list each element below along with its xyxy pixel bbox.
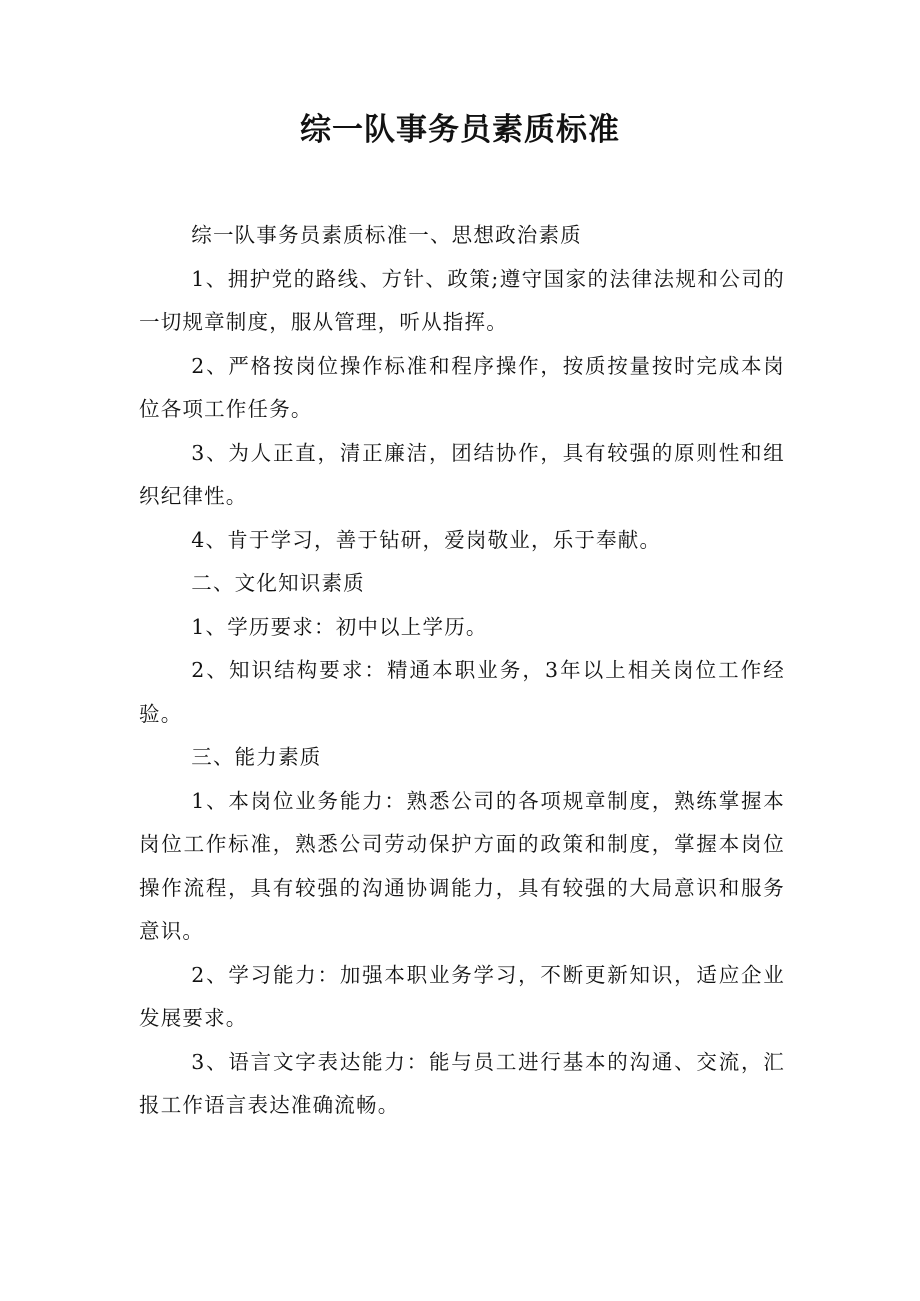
document-body: [139, 214, 785, 1128]
paragraph-section-3-heading: 三、能力素质: [191, 745, 322, 769]
paragraph-section-2-heading: 二、文化知识素质: [191, 571, 365, 595]
paragraph-item: 2、知识结构要求：精通本职业务，3年以上相关岗位工作经验。: [139, 658, 785, 726]
paragraph-item: 3、语言文字表达能力：能与员工进行基本的沟通、交流，汇报工作语言表达准确流畅。: [139, 1049, 785, 1117]
paragraph-item: 1、本岗位业务能力：熟悉公司的各项规章制度，熟练掌握本岗位工作标准，熟悉公司劳动保护方面的政策和制度，掌握本岗位操作流程，具有较强的沟通协调能力，具有较强的大局意识和服务意识。: [139, 788, 785, 943]
paragraph-item: 1、学历要求：初中以上学历。: [191, 614, 488, 639]
paragraph-item: 1、拥护党的路线、方针、政策;遵守国家的法律法规和公司的一切规章制度，服从管理，听从指挥。: [139, 266, 785, 334]
paragraph-item: 2、严格按岗位操作标准和程序操作，按质按量按时完成本岗位各项工作任务。: [139, 353, 785, 421]
document-title: 综一队事务员素质标准: [300, 112, 620, 148]
paragraph-item: 4、肯于学习，善于钻研，爱岗敬业，乐于奉献。: [191, 527, 662, 552]
paragraph-section-1-heading: 综一队事务员素质标准一、思想政治素质: [191, 223, 582, 247]
paragraph-item: 3、为人正直，清正廉洁，团结协作，具有较强的原则性和组织纪律性。: [139, 440, 785, 508]
paragraph-item: 2、学习能力：加强本职业务学习，不断更新知识，适应企业发展要求。: [139, 962, 785, 1030]
